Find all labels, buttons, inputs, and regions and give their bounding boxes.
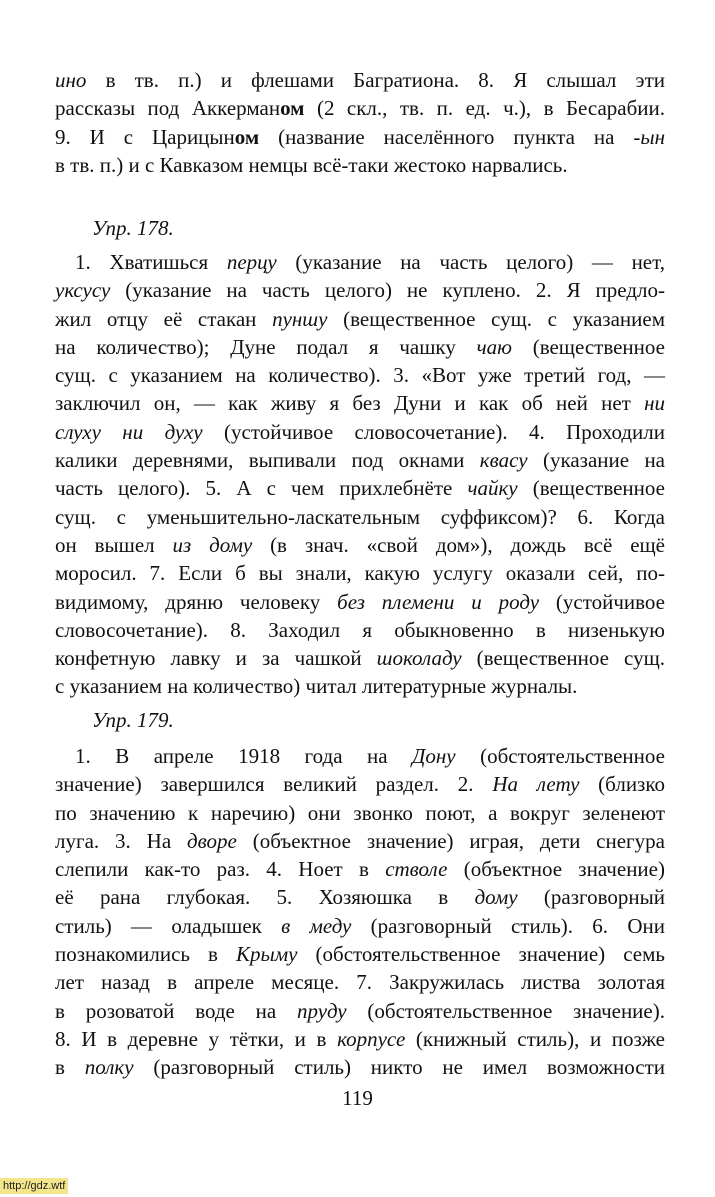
text-line bbox=[55, 123, 665, 151]
text-line bbox=[55, 968, 665, 996]
italic-term: полку bbox=[84, 1055, 134, 1080]
text-run: рассказы под Аккерман bbox=[55, 96, 281, 121]
text-run: слепили как-то раз. 4. Ноет в bbox=[55, 857, 386, 882]
text-line bbox=[55, 248, 665, 276]
text-line bbox=[55, 418, 665, 446]
italic-term: корпусе bbox=[337, 1026, 406, 1051]
text-run: (вещественное bbox=[511, 334, 665, 359]
italic-term: Дону bbox=[412, 744, 456, 768]
text-run: (объектное значение) играя, дети снегура bbox=[236, 828, 665, 853]
bold-ending: ом bbox=[280, 96, 305, 121]
text-run: (объектное значение) bbox=[447, 857, 665, 882]
italic-term: уксусу bbox=[55, 278, 111, 303]
text-run: 1. В апреле 1918 года на bbox=[75, 744, 413, 768]
text-run: её рана глубокая. 5. Хозяюшка в bbox=[55, 885, 475, 910]
exercise-heading-178: Упр. 178. bbox=[92, 216, 174, 240]
text-run: 1. Хватишься bbox=[75, 250, 227, 274]
text-run: (в знач. «свой дом»), дождь всё ещё bbox=[252, 532, 665, 557]
italic-term: ино bbox=[55, 68, 87, 92]
italic-term: Крыму bbox=[236, 942, 298, 967]
text-line bbox=[55, 883, 665, 911]
text-line bbox=[55, 66, 665, 94]
text-run: 8. И в деревне у тётки, и в bbox=[55, 1026, 338, 1051]
text-run: стиль) — оладышек bbox=[55, 913, 282, 938]
text-line bbox=[55, 94, 665, 122]
text-line bbox=[55, 151, 665, 179]
text-run: на количество); Дуне подал я чашку bbox=[55, 334, 477, 359]
text-run: конфетную лавку и за чашкой bbox=[55, 646, 377, 671]
text-run: (разговорный bbox=[517, 885, 665, 910]
italic-term: дому bbox=[474, 885, 518, 910]
bold-ending: ом bbox=[234, 124, 260, 149]
text-run: он вышел bbox=[55, 532, 173, 557]
italic-term: в меду bbox=[281, 913, 352, 938]
text-run: видимому, дряню человеку bbox=[55, 589, 338, 614]
text-line bbox=[55, 474, 665, 502]
text-run: (устойчивое словосочетание). 4. Проходили bbox=[202, 419, 666, 444]
italic-term: пуншу bbox=[272, 306, 328, 331]
page-number: 119 bbox=[342, 1086, 373, 1110]
italic-term: без племени и роду bbox=[337, 589, 540, 614]
text-run: моросил. 7. Если б вы знали, какую услугу оказали сей, по- bbox=[55, 561, 665, 586]
italic-term: шоколаду bbox=[376, 646, 462, 671]
italic-term: На лету bbox=[492, 772, 580, 797]
text-line bbox=[55, 912, 665, 940]
text-line bbox=[55, 531, 665, 559]
italic-term: стволе bbox=[385, 857, 448, 882]
text-line bbox=[55, 770, 665, 798]
text-run: (вещественное сущ. с указанием bbox=[327, 306, 665, 331]
watermark-link[interactable]: http://gdz.wtf bbox=[0, 1178, 68, 1194]
italic-term: перцу bbox=[226, 250, 277, 274]
text-run: в тв. п.) и флешами Багратиона. 8. Я слышал эти bbox=[86, 68, 665, 92]
italic-term: ни bbox=[644, 391, 665, 416]
italic-term: из дому bbox=[172, 532, 253, 557]
text-line bbox=[55, 827, 665, 855]
text-run: (указание на bbox=[527, 448, 666, 473]
text-run: в тв. п.) и с Кавказом немцы всё-таки жестоко нарвались. bbox=[55, 152, 568, 177]
text-run: в bbox=[55, 1055, 85, 1080]
text-line bbox=[55, 333, 665, 361]
text-line bbox=[55, 276, 665, 304]
text-run: луга. 3. На bbox=[55, 828, 188, 853]
text-run: с указанием на количество) читал литературные журналы. bbox=[55, 674, 578, 699]
text-run: познакомились в bbox=[55, 942, 237, 967]
text-run: (обстоятельственное значение) семь bbox=[297, 942, 665, 967]
text-line bbox=[55, 799, 665, 827]
italic-term: чайку bbox=[467, 476, 518, 501]
text-line bbox=[55, 672, 665, 700]
text-run: (указание на часть целого) не куплено. 2. Я предло- bbox=[110, 278, 665, 303]
text-line bbox=[55, 446, 665, 474]
italic-term: квасу bbox=[479, 448, 528, 473]
text-run: по значению к наречию) они звонко поют, а вокруг зеленеют bbox=[55, 800, 665, 825]
exercise-178-answer bbox=[55, 248, 665, 701]
text-run: (вещественное сущ. bbox=[461, 646, 666, 671]
italic-term: пруду bbox=[296, 998, 347, 1023]
text-line bbox=[55, 616, 665, 644]
exercise-heading-179: Упр. 179. bbox=[92, 708, 174, 732]
text-run: 9. И с Царицын bbox=[55, 124, 235, 149]
text-run: словосочетание). 8. Заходил я обыкновенно в низенькую bbox=[55, 617, 665, 642]
text-line bbox=[55, 503, 665, 531]
text-run: (название населённого пункта на bbox=[259, 124, 634, 149]
text-run: значение) завершился великий раздел. 2. bbox=[55, 772, 493, 797]
italic-term: дворе bbox=[187, 828, 237, 853]
text-run: (устойчивое bbox=[539, 589, 665, 614]
text-run: часть целого). 5. А с чем прихлебнёте bbox=[55, 476, 468, 501]
text-run: в розоватой воде на bbox=[55, 998, 297, 1023]
text-run: (2 скл., тв. п. ед. ч.), в Бесарабии. bbox=[304, 96, 665, 121]
text-run: (обстоятельственное bbox=[455, 744, 665, 768]
text-run: (близко bbox=[579, 772, 665, 797]
text-line bbox=[55, 389, 665, 417]
text-run: (обстоятельственное значение). bbox=[346, 998, 665, 1023]
text-line bbox=[55, 588, 665, 616]
text-run: сущ. с указанием на количество). 3. «Вот уже третий год, — bbox=[55, 363, 665, 388]
text-line bbox=[55, 559, 665, 587]
text-run: (разговорный стиль) никто не имел возможности bbox=[133, 1055, 665, 1080]
text-line bbox=[55, 361, 665, 389]
text-run: заключил он, — как живу я без Дуни и как об ней нет bbox=[55, 391, 645, 416]
text-run: (вещественное bbox=[517, 476, 665, 501]
text-line bbox=[55, 940, 665, 968]
text-line bbox=[55, 305, 665, 333]
paragraph-continuation bbox=[55, 66, 665, 179]
text-run: (книжный стиль), и позже bbox=[405, 1026, 666, 1051]
text-run: (разговорный стиль). 6. Они bbox=[351, 913, 665, 938]
text-line bbox=[55, 997, 665, 1025]
text-line bbox=[55, 742, 665, 770]
italic-term: чаю bbox=[476, 334, 512, 359]
text-run: (указание на часть целого) — нет, bbox=[276, 250, 665, 274]
exercise-179-answer bbox=[55, 742, 665, 1082]
text-run: калики деревнями, выпивали под окнами bbox=[55, 448, 480, 473]
text-run: сущ. с уменьшительно-ласкательным суффиксом)? 6. Когда bbox=[55, 504, 665, 529]
text-run: лет назад в апреле месяце. 7. Закружилась листва золотая bbox=[55, 970, 665, 995]
italic-term: слуху ни духу bbox=[55, 419, 203, 444]
text-run: жил отцу её стакан bbox=[55, 306, 273, 331]
italic-term: -ын bbox=[633, 124, 665, 149]
text-line bbox=[55, 855, 665, 883]
text-line bbox=[55, 1025, 665, 1053]
text-line bbox=[55, 644, 665, 672]
text-line bbox=[55, 1053, 665, 1081]
